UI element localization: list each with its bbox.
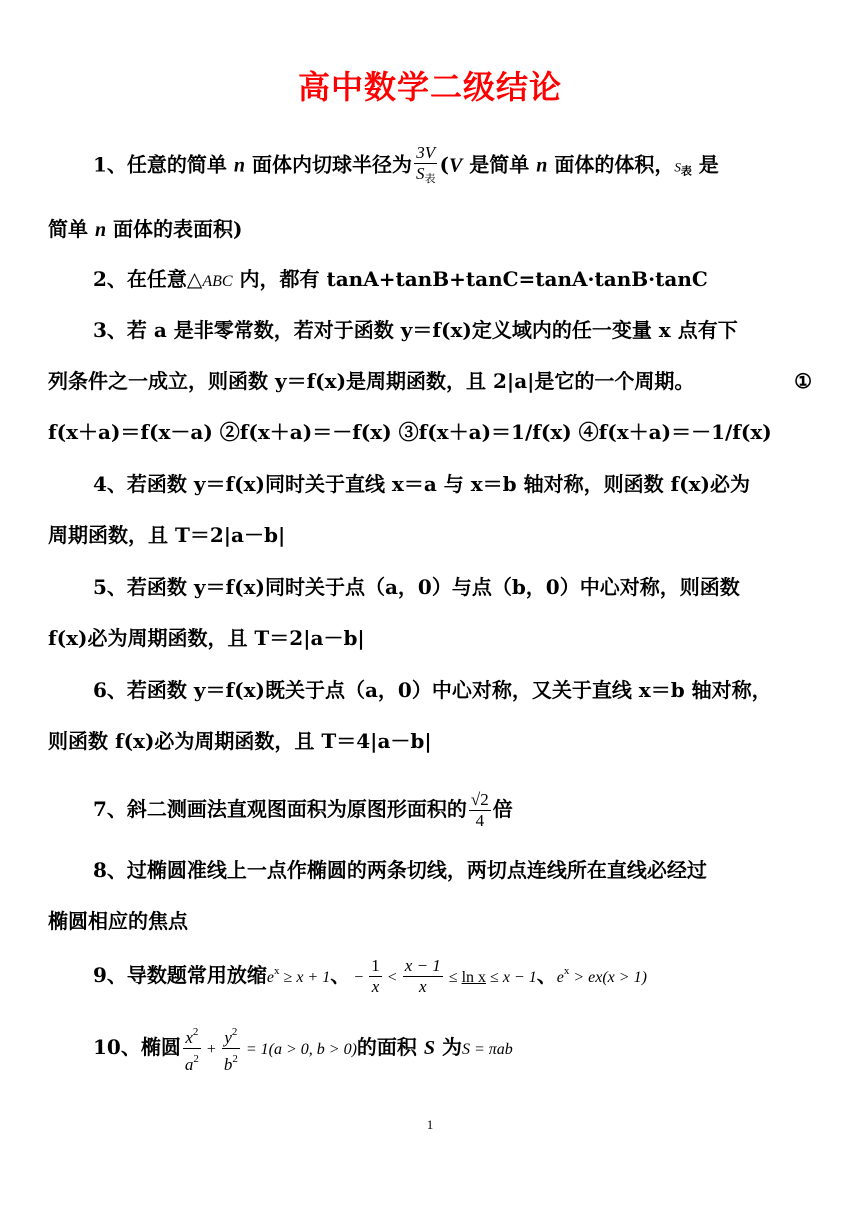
item-4-line-2: 周期函数，且 T＝2|a－b| [48,523,286,547]
item-5-line-1: 5、若函数 y＝f(x)同时关于点（a，0）与点（b，0）中心对称，则函数 [93,575,740,599]
item-7: 7、斜二测画法直观图面积为原图形面积的 $\frac{√2}{4}$ 倍 [93,790,513,830]
item-1-line-2: 简单 n 面体的表面积) [48,217,243,241]
item-8-line-1: 8、过椭圆准线上一点作椭圆的两条切线，两切点连线所在直线必经过 [93,858,707,882]
item-3-line-2: 列条件之一成立，则函数 y＝f(x)是周期函数，且 2|a|是它的一个周期。 ① [48,369,812,393]
item-9: 9、导数题常用放缩$e^x \ge x + 1$、 − $\frac{1}{x}$ < $\frac{x - 1}{x}$ ≤ ln x ≤ x − 1、$e^x > ex(x > 1)$ [93,956,647,996]
one-over-x-fraction: $\frac{1}{x}$ [371,956,380,996]
page-number: 1 [426,1117,434,1132]
item-6-line-2: 则函数 f(x)必为周期函数，且 T＝4|a－b| [48,729,432,753]
document-title: 高中数学二级结论 [297,68,562,106]
item-1-line-1: 1、任意的简单 n 面体内切球半径为 $\frac{3V}{S_表}$ (V 是简单 n 面体的体积，$S_表$ 是 [93,143,813,189]
item-4-line-1: 4、若函数 y＝f(x)同时关于直线 x＝a 与 x＝b 轴对称，则函数 f(x)必为 [93,472,751,496]
item-8-line-2: 椭圆相应的焦点 [48,909,188,933]
y2-over-b2-fraction: $\frac{y^2}{b^2}$ [222,1022,240,1075]
item-3-line-3: f(x＋a)＝f(x－a) ②f(x＋a)＝－f(x) ③f(x＋a)＝1/f(x) ④f(x＋a)＝－1/f(x) [48,420,772,444]
sqrt2-over-4-fraction: $\frac{√2}{4}$ [470,790,489,830]
item-3-line-1: 3、若 a 是非零常数，若对于函数 y＝f(x)定义域内的任一变量 x 点有下 [93,318,738,342]
x2-over-a2-fraction: $\frac{x^2}{a^2}$ [183,1022,201,1075]
item-10: 10、椭圆 $\frac{x^2}{a^2}$ + $\frac{y^2}{b^2}$ = 1(a > 0, b > 0)的面积 S 为S = πab [93,1022,813,1075]
item-6-line-1: 6、若函数 y＝f(x)既关于点（a，0）中心对称，又关于直线 x＝b 轴对称， [93,678,772,702]
insphere-radius-fraction: $\frac{3V}{S_表}$ [415,143,436,185]
x-minus-1-over-x-fraction: $\frac{x - 1}{x}$ [404,956,441,996]
item-5-line-2: f(x)必为周期函数，且 T＝2|a－b| [48,626,365,650]
item-2: 2、在任意△ABC 内，都有 tanA+tanB+tanC=tanA·tanB·tanC [93,267,708,291]
